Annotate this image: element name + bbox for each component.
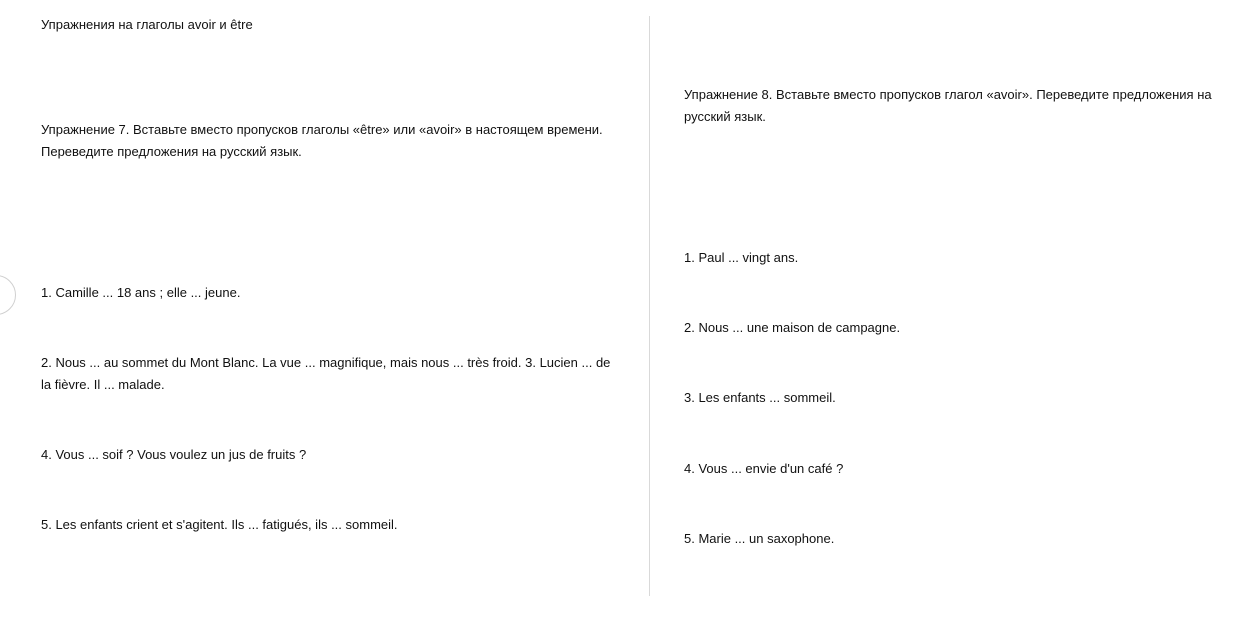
edge-circle-handle [0,275,16,315]
exercise-7-item-5: 5. Les enfants crient et s'agitent. Ils ... fatigués, ils ... sommeil. [41,517,398,532]
exercise-8-item-4: 4. Vous ... envie d'un café ? [684,461,844,476]
exercise-7-item-4: 4. Vous ... soif ? Vous voulez un jus de fruits ? [41,447,307,462]
exercise-7-instructions: Упражнение 7. Вставьте вместо пропусков глаголы «être» или «avoir» в настоящем времени. Переведите предложения на русский язык. [41,122,603,159]
document-heading: Упражнения на глаголы avoir и être [41,17,253,32]
column-divider [649,16,650,596]
exercise-7-item-2: 2. Nous ... au sommet du Mont Blanc. La vue ... magnifique, mais nous ... très froid. 3. Lucien ... de la fièvre. Il ... malade. [41,355,611,392]
exercise-8-item-2: 2. Nous ... une maison de campagne. [684,320,901,335]
exercise-8-item-3: 3. Les enfants ... sommeil. [684,390,836,405]
exercise-7-item-1: 1. Camille ... 18 ans ; elle ... jeune. [41,285,241,300]
exercise-8-instructions: Упражнение 8. Вставьте вместо пропусков глагол «avoir». Переведите предложения на русский язык. [684,87,1212,124]
exercise-8-item-1: 1. Paul ... vingt ans. [684,250,799,265]
exercise-8-item-5: 5. Marie ... un saxophone. [684,531,835,546]
